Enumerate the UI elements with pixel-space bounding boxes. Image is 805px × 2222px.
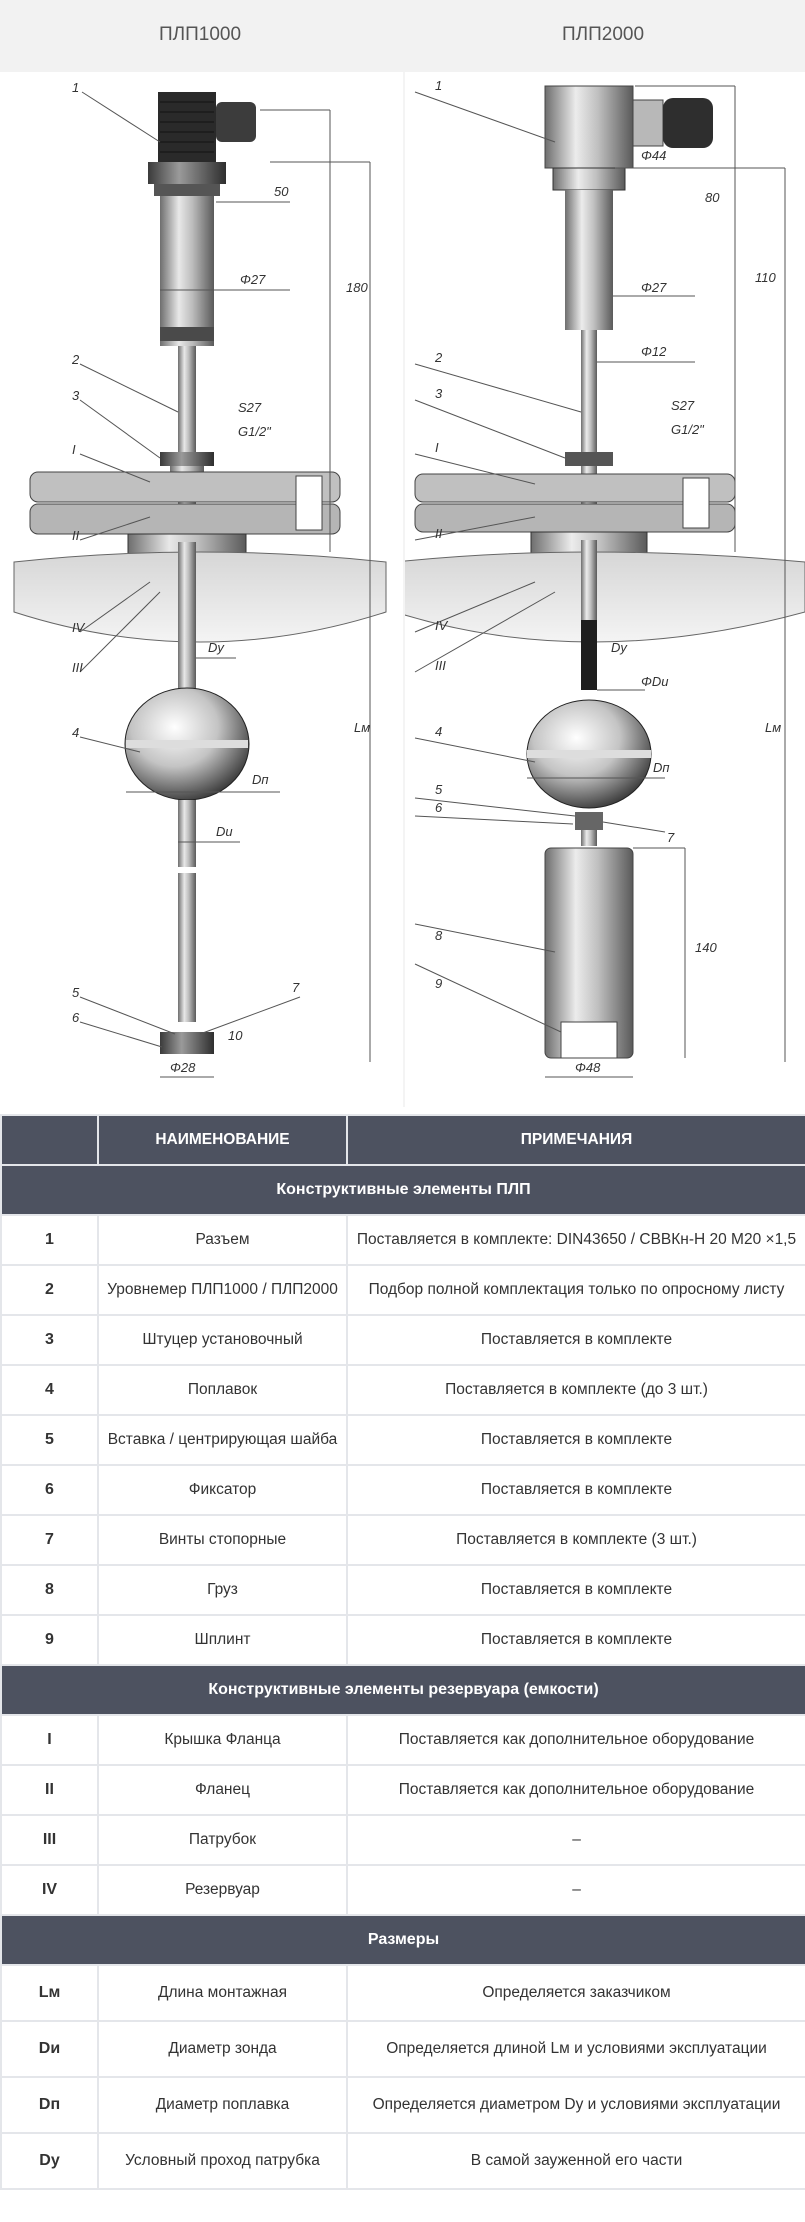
callout-7: 7 [292, 980, 300, 995]
row-number: I [1, 1715, 98, 1765]
split-pin [561, 1022, 617, 1058]
callout-9-r: 9 [435, 976, 443, 991]
row-name: Вставка / центрирующая шайба [98, 1415, 347, 1465]
dim-s27: S27 [238, 400, 262, 415]
dim-d27: Φ27 [240, 272, 266, 287]
row-name: Длина монтажная [98, 1965, 347, 2021]
flange-cover [30, 472, 340, 502]
dim-10: 10 [228, 1028, 243, 1043]
electronics-housing [545, 86, 633, 168]
drawing-plp2000 [405, 72, 805, 1107]
row-note: Поставляется как дополнительное оборудование [347, 1765, 805, 1815]
row-number: Dи [1, 2021, 98, 2077]
callout-I: I [72, 442, 76, 457]
row-name: Диаметр поплавка [98, 2077, 347, 2133]
header-num-cell [1, 1115, 98, 1165]
cable-gland [633, 100, 663, 146]
table-row [1, 1215, 805, 1265]
callout-3: 3 [72, 388, 80, 403]
callout-7-r: 7 [667, 830, 675, 845]
row-note: Поставляется в комплекте [347, 1465, 805, 1515]
row-number: Lм [1, 1965, 98, 2021]
row-number: 9 [1, 1615, 98, 1665]
callout-IV-r: IV [435, 618, 448, 633]
dim-du: Dи [216, 824, 233, 839]
callout-5: 5 [72, 985, 80, 1000]
table-row [1, 1815, 805, 1865]
row-number: 7 [1, 1515, 98, 1565]
dim-lm: Lм [354, 720, 371, 735]
connector-cable-gland [216, 102, 256, 142]
dim-50: 50 [274, 184, 289, 199]
row-note: Определяется диаметром Dy и условиями эксплуатации [347, 2077, 805, 2133]
dim-thread-r: G1/2" [671, 422, 704, 437]
callout-4: 4 [72, 725, 80, 740]
row-name: Винты стопорные [98, 1515, 347, 1565]
callout-III-r: III [435, 658, 446, 673]
callout-6: 6 [72, 1010, 80, 1025]
dim-140: 140 [695, 940, 717, 955]
row-note: В самой зауженной его части [347, 2133, 805, 2189]
dim-dy-r: Dy [611, 640, 627, 655]
callout-II: II [72, 528, 80, 543]
dim-d28: Φ28 [170, 1060, 196, 1075]
drawing-plp1000 [0, 72, 400, 1107]
row-note: Подбор полной комплектация только по опросному листу [347, 1265, 805, 1315]
section-header-row [1, 1665, 805, 1715]
row-name: Поплавок [98, 1365, 347, 1415]
tank-wall [14, 552, 386, 642]
hex-cap [148, 162, 226, 184]
row-number: 3 [1, 1315, 98, 1365]
dim-80: 80 [705, 190, 720, 205]
callout-II-r: II [435, 526, 443, 541]
callout-8-r: 8 [435, 928, 443, 943]
row-number: 6 [1, 1465, 98, 1515]
section-header-row [1, 1915, 805, 1965]
row-number: 8 [1, 1565, 98, 1615]
dim-dp: Dп [252, 772, 269, 787]
dim-d12: Φ12 [641, 344, 667, 359]
section-title: Размеры [1, 1915, 805, 1965]
row-note: Определяется длиной Lм и условиями эксплуатации [347, 2021, 805, 2077]
dim-110: 110 [755, 270, 776, 285]
table-row [1, 1615, 805, 1665]
table-row [1, 1315, 805, 1365]
header-notes: ПРИМЕЧАНИЯ [347, 1115, 805, 1165]
row-note: Поставляется в комплекте [347, 1565, 805, 1615]
callout-3-r: 3 [435, 386, 443, 401]
dim-dp-r: Dп [653, 760, 670, 775]
row-note: – [347, 1815, 805, 1865]
corrugated-hose [663, 98, 713, 148]
row-note: Поставляется в комплекте: DIN43650 / СВВКн-Н 20 М20 ×1,5 [347, 1215, 805, 1265]
row-number: 1 [1, 1215, 98, 1265]
row-name: Диаметр зонда [98, 2021, 347, 2077]
table-row [1, 1515, 805, 1565]
row-number: 2 [1, 1265, 98, 1315]
row-name: Условный проход патрубка [98, 2133, 347, 2189]
table-row [1, 1465, 805, 1515]
row-name: Шплинт [98, 1615, 347, 1665]
row-number: Dп [1, 2077, 98, 2133]
dim-thread: G1/2" [238, 424, 271, 439]
callout-III: III [72, 660, 83, 675]
row-name: Крышка Фланца [98, 1715, 347, 1765]
callout-I-r: I [435, 440, 439, 455]
row-name: Штуцер установочный [98, 1315, 347, 1365]
row-note: Поставляется в комплекте (до 3 шт.) [347, 1365, 805, 1415]
models-header [0, 0, 805, 72]
specification-table [0, 1114, 805, 2190]
table-row [1, 1565, 805, 1615]
fixator-2 [575, 812, 603, 830]
dim-d27-r: Φ27 [641, 280, 667, 295]
sensor-housing [160, 196, 214, 346]
callout-4-r: 4 [435, 724, 443, 739]
row-name: Груз [98, 1565, 347, 1615]
model-title-plp2000: ПЛП2000 [561, 24, 645, 45]
callout-2: 2 [72, 352, 80, 367]
table-row [1, 1765, 805, 1815]
row-note: Поставляется в комплекте (3 шт.) [347, 1515, 805, 1565]
row-name: Фиксатор [98, 1465, 347, 1515]
dim-dy: Dy [208, 640, 224, 655]
callout-1-r: 1 [435, 78, 443, 93]
row-number: 4 [1, 1365, 98, 1415]
dim-lm-r: Lм [765, 720, 782, 735]
callout-IV: IV [72, 620, 85, 635]
section-title: Конструктивные элементы резервуара (емкости) [1, 1665, 805, 1715]
dim-d48: Φ48 [575, 1060, 601, 1075]
row-name: Патрубок [98, 1815, 347, 1865]
row-number: II [1, 1765, 98, 1815]
row-number: 5 [1, 1415, 98, 1465]
row-note: Поставляется в комплекте [347, 1315, 805, 1365]
table-row [1, 1865, 805, 1915]
row-note: Поставляется в комплекте [347, 1415, 805, 1465]
table-row [1, 1365, 805, 1415]
row-name: Разъем [98, 1215, 347, 1265]
technical-drawings [0, 72, 805, 1107]
fixator [160, 1032, 214, 1054]
probe-dark-section [581, 620, 597, 690]
table-header-row [1, 1115, 805, 1165]
sensor-housing-2 [565, 190, 613, 330]
row-number: IV [1, 1865, 98, 1915]
dim-d44: Φ44 [641, 148, 667, 163]
dim-du-r: ΦDи [641, 674, 669, 689]
callout-6-r: 6 [435, 800, 443, 815]
row-note: Поставляется как дополнительное оборудование [347, 1715, 805, 1765]
table-row [1, 2021, 805, 2077]
header-name: НАИМЕНОВАНИЕ [98, 1115, 347, 1165]
table-row [1, 2133, 805, 2189]
row-note: Поставляется в комплекте [347, 1615, 805, 1665]
row-note: – [347, 1865, 805, 1915]
table-row [1, 1265, 805, 1315]
table-body [1, 1165, 805, 2189]
row-name: Уровнемер ПЛП1000 / ПЛП2000 [98, 1265, 347, 1315]
table-row [1, 1415, 805, 1465]
table-row [1, 1715, 805, 1765]
callout-1: 1 [72, 80, 80, 95]
dim-s27-r: S27 [671, 398, 695, 413]
model-title-plp1000: ПЛП1000 [158, 24, 242, 45]
callout-2-r: 2 [435, 350, 443, 365]
table-row [1, 2077, 805, 2133]
table-row [1, 1965, 805, 2021]
callout-5-r: 5 [435, 782, 443, 797]
dim-180: 180 [346, 280, 368, 295]
tank-wall-2 [405, 552, 805, 642]
row-name: Резервуар [98, 1865, 347, 1915]
row-name: Фланец [98, 1765, 347, 1815]
fitting-nut [160, 452, 214, 466]
row-number: III [1, 1815, 98, 1865]
row-number: Dy [1, 2133, 98, 2189]
section-title: Конструктивные элементы ПЛП [1, 1165, 805, 1215]
section-header-row [1, 1165, 805, 1215]
row-note: Определяется заказчиком [347, 1965, 805, 2021]
